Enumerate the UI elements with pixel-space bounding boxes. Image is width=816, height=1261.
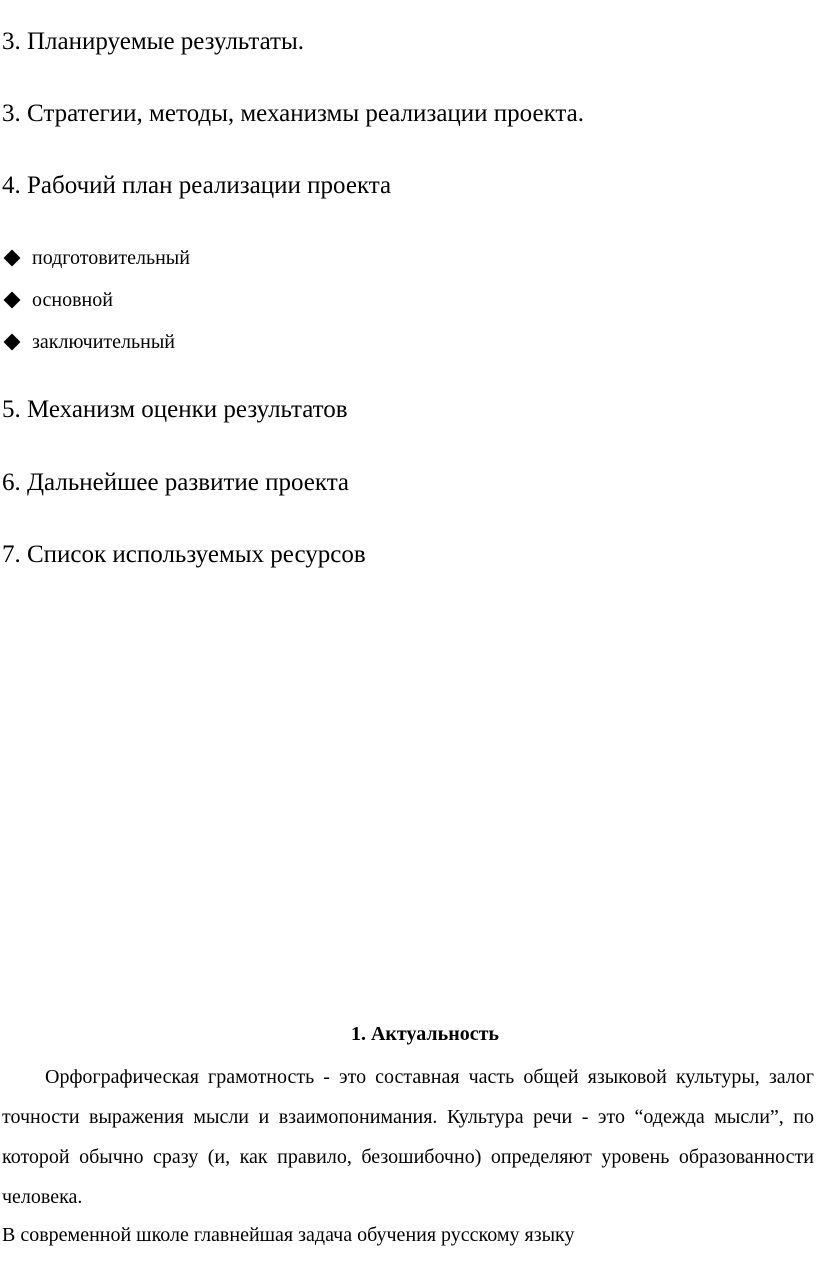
section-heading: 1. Актуальность (350, 1023, 500, 1045)
stage-label: заключительный (32, 331, 175, 353)
diamond-bullet-icon (4, 334, 21, 351)
stage-label: подготовительный (32, 247, 190, 269)
stage-item-main (2, 287, 113, 313)
stage-item-final (2, 329, 175, 355)
stage-label: основной (32, 289, 113, 311)
toc-item-development: 6. Дальнейшее развитие проекта (2, 469, 350, 496)
body-next-line: В современной школе главнейшая задача обучения русскому языку (2, 1224, 575, 1246)
toc-item-work-plan: 4. Рабочий план реализации проекта (2, 172, 392, 199)
diamond-bullet-icon (4, 292, 21, 309)
stage-item-preparatory (2, 245, 190, 271)
toc-item-strategies: 3. Стратегии, методы, механизмы реализации проекта. (2, 100, 584, 127)
diamond-bullet-icon (4, 250, 21, 267)
body-paragraph: Орфографическая грамотность - это составная часть общей языковой культуры, залог точности выражения мысли и взаимопонимания. Культура речи - это “одежда мысли”, по которой обычно сразу (и, как правило, безошибочно) определяют уровень образованности человека. (2, 1066, 814, 1208)
toc-item-evaluation: 5. Механизм оценки результатов (2, 396, 348, 423)
toc-item-resources: 7. Список используемых ресурсов (2, 541, 366, 568)
toc-item-planned-results: 3. Планируемые результаты. (2, 28, 305, 55)
